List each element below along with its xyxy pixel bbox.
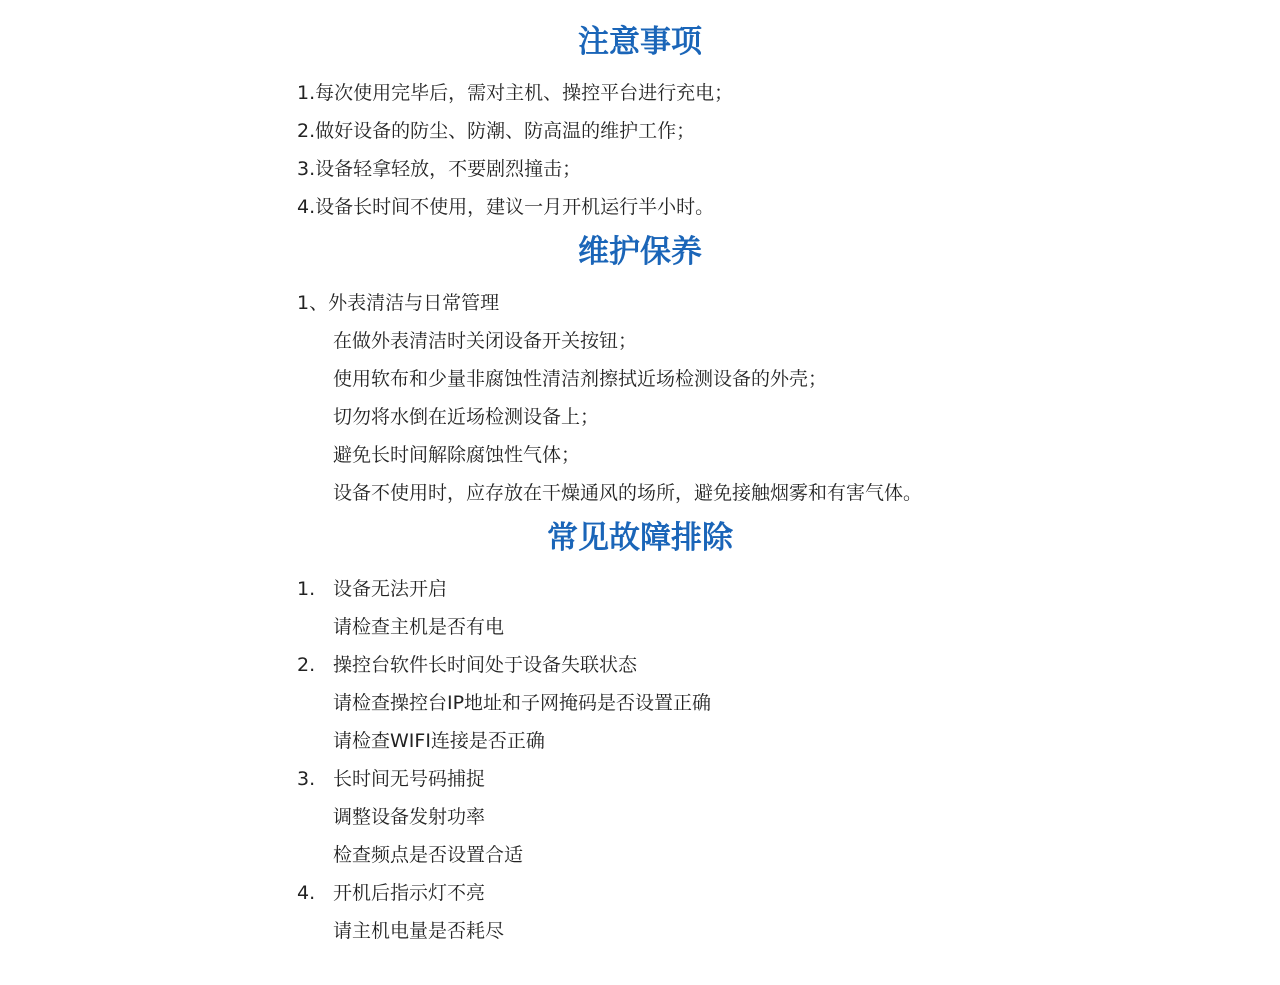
fault-solution: 调整设备发射功率: [333, 806, 486, 828]
fault-number: 3.: [297, 768, 316, 790]
fault-problem: 开机后指示灯不亮: [333, 882, 486, 904]
fault-solution: 检查频点是否设置合适: [333, 844, 524, 866]
maintenance-item: 使用软布和少量非腐蚀性清洁剂擦拭近场检测设备的外壳；: [333, 368, 828, 390]
maintenance-item: 在做外表清洁时关闭设备开关按钮；: [333, 330, 638, 352]
fault-solution: 请检查操控台IP地址和子网掩码是否设置正确: [333, 692, 712, 714]
maintenance-item: 设备不使用时，应存放在干燥通风的场所，避免接触烟雾和有害气体。: [333, 482, 923, 504]
precaution-item: 4.设备长时间不使用，建议一月开机运行半小时。: [297, 196, 715, 218]
section-title-troubleshooting: 常见故障排除: [547, 520, 733, 556]
fault-problem: 设备无法开启: [333, 578, 448, 600]
precaution-item: 3.设备轻拿轻放，不要剧烈撞击；: [297, 158, 582, 180]
section-title-precautions: 注意事项: [578, 24, 702, 60]
precaution-item: 1.每次使用完毕后，需对主机、操控平台进行充电；: [297, 82, 734, 104]
fault-problem: 操控台软件长时间处于设备失联状态: [333, 654, 638, 676]
precaution-item: 2.做好设备的防尘、防潮、防高温的维护工作；: [297, 120, 696, 142]
section-title-maintenance: 维护保养: [578, 234, 702, 270]
fault-number: 4.: [297, 882, 316, 904]
fault-number: 1.: [297, 578, 316, 600]
fault-solution: 请检查WIFI连接是否正确: [333, 730, 545, 752]
fault-number: 2.: [297, 654, 316, 676]
maintenance-item: 避免长时间解除腐蚀性气体；: [333, 444, 581, 466]
maintenance-item: 切勿将水倒在近场检测设备上；: [333, 406, 600, 428]
fault-solution: 请检查主机是否有电: [333, 616, 505, 638]
fault-problem: 长时间无号码捕捉: [333, 768, 486, 790]
maintenance-subheading: 1、外表清洁与日常管理: [297, 292, 500, 314]
fault-solution: 请主机电量是否耗尽: [333, 920, 505, 942]
